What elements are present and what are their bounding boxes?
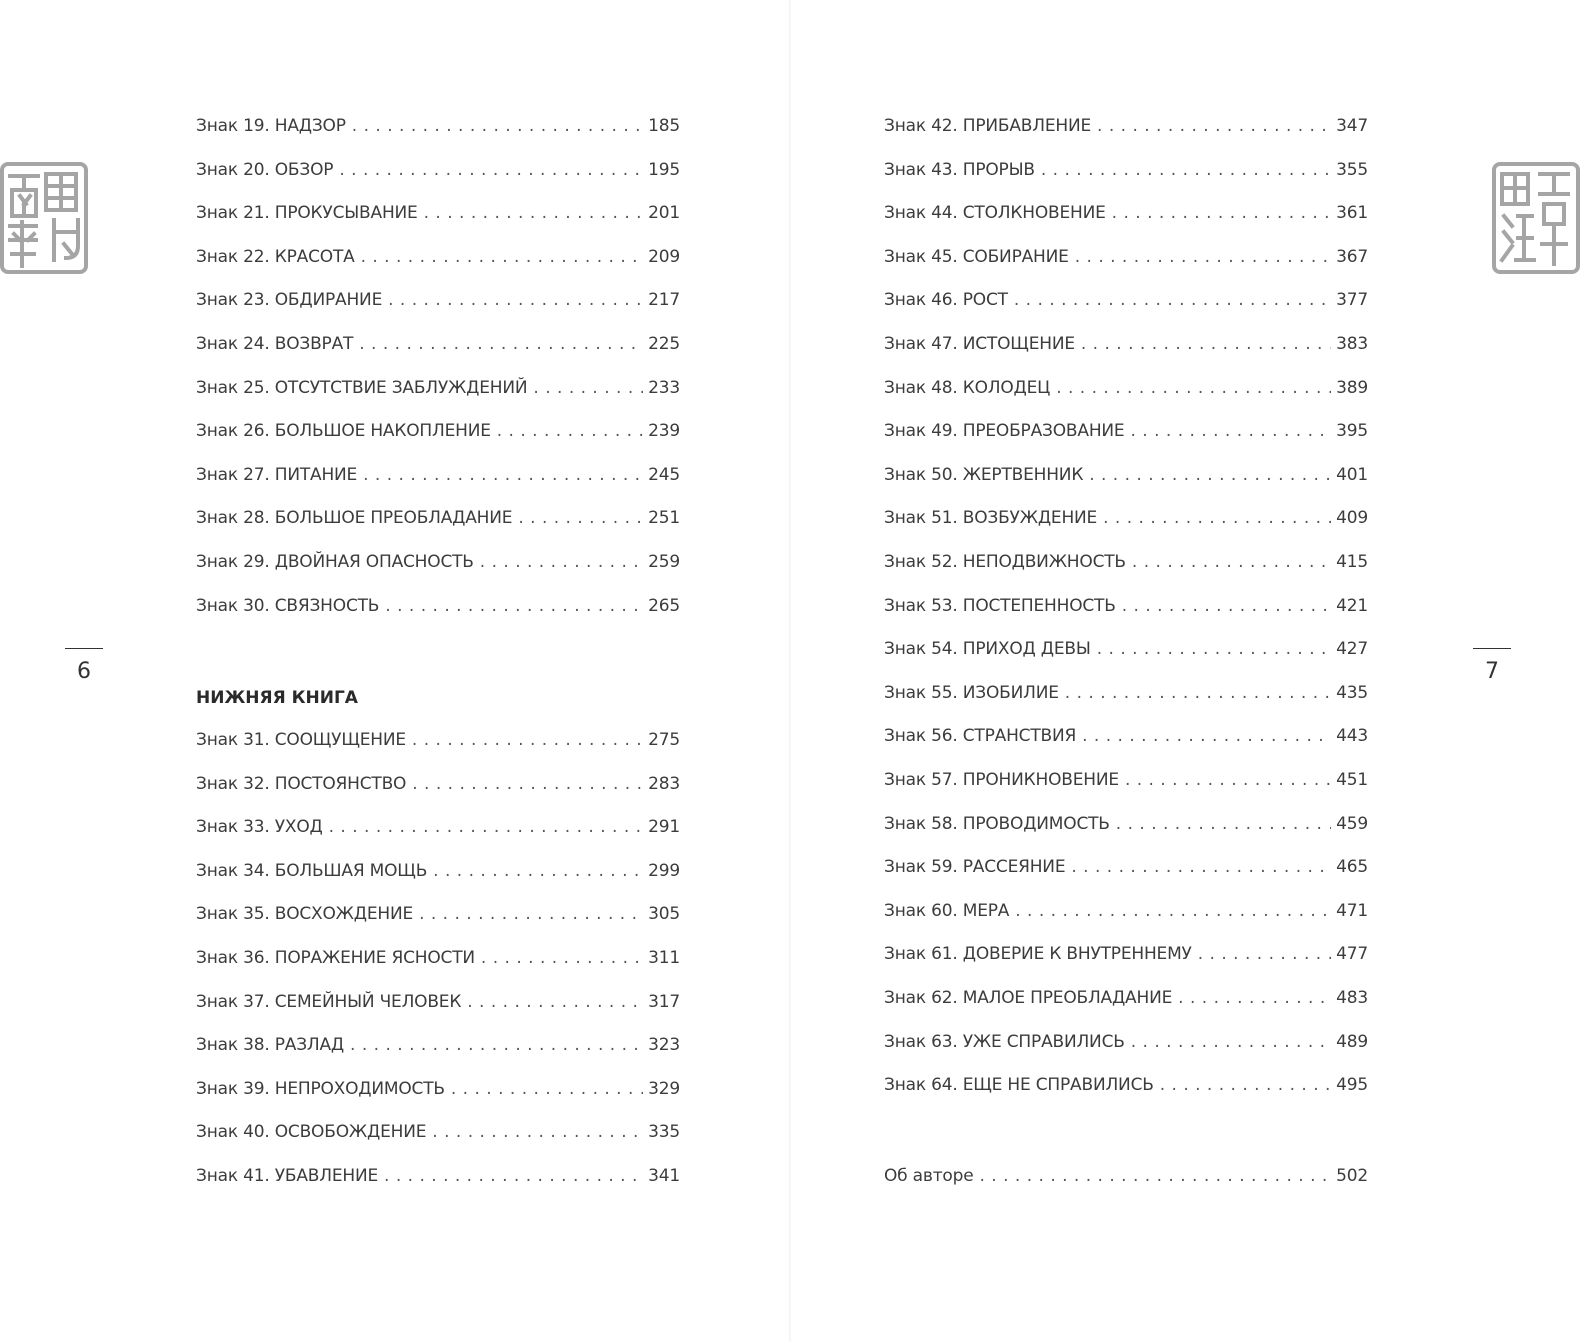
toc-entry-page-number: 201 [648,203,680,224]
toc-entry [196,948,680,974]
toc-entry-page-number: 317 [648,991,680,1012]
dot-leader [497,421,643,441]
toc-entry-title: Знак 44. СТОЛКНОВЕНИЕ [884,203,1106,224]
dot-leader [1097,639,1331,659]
dot-leader [359,334,643,354]
toc-entry-title: Знак 59. РАССЕЯНИЕ [884,857,1066,878]
toc-entry-page-number: 401 [1336,464,1368,485]
toc-entry [196,508,680,534]
toc-entry [884,508,1368,534]
toc-entry-title: Знак 57. ПРОНИКНОВЕНИЕ [884,770,1119,790]
toc-entry-title: Знак 30. СВЯЗНОСТЬ [196,595,380,616]
toc-entry-title: Знак 28. БОЛЬШОЕ ПРЕОБЛАДАНИЕ [196,508,513,529]
toc-entry-page-number: 383 [1336,334,1368,354]
dot-leader [1130,421,1331,441]
toc-entry-page-number: 217 [648,290,680,311]
toc-entry [884,116,1368,142]
toc-entry-page-number: 335 [648,1122,680,1143]
dot-leader [384,1166,643,1186]
dot-leader [385,596,643,616]
toc-entry [884,944,1368,970]
toc-entry [884,334,1368,360]
toc-entry [884,1075,1368,1101]
toc-entry [884,160,1368,186]
dot-leader [352,116,643,136]
toc-entry-title: Знак 37. СЕМЕЙНЫЙ ЧЕЛОВЕК [196,991,462,1012]
toc-entry-title: Знак 53. ПОСТЕПЕННОСТЬ [884,595,1116,616]
dot-leader [361,247,644,267]
seal-stamp-icon [1490,160,1582,276]
toc-entry-page-number: 367 [1336,246,1368,267]
toc-entry-page-number: 329 [648,1078,680,1099]
toc-entry [196,116,680,142]
toc-entry [884,1166,1368,1192]
toc-entry-title: Знак 51. ВОЗБУЖДЕНИЕ [884,508,1098,529]
dot-leader [1125,770,1331,790]
toc-entry [196,1122,680,1148]
section-heading: НИЖНЯЯ КНИГА [196,688,358,708]
toc-entry [196,378,680,404]
dot-leader [388,290,643,310]
toc-entry [196,1166,680,1192]
toc-entry-title: Знак 21. ПРОКУСЫВАНИЕ [196,203,418,224]
toc-entry-page-number: 389 [1336,377,1368,398]
dot-leader [1112,203,1332,223]
toc-entry-page-number: 299 [648,860,680,881]
toc-entry-page-number: 435 [1336,682,1368,703]
toc-entry-page-number: 361 [1336,203,1368,224]
toc-entry-page-number: 195 [648,159,680,180]
dot-leader [1056,378,1331,398]
toc-entry-title: Знак 31. СООЩУЩЕНИЕ [196,730,406,750]
toc-entry-title: Знак 58. ПРОВОДИМОСТЬ [884,813,1110,834]
toc-entry-page-number: 377 [1336,290,1368,311]
dot-leader [419,904,643,924]
toc-entry [196,203,680,229]
toc-entry-title: Знак 46. РОСТ [884,290,1008,311]
toc-entry [196,334,680,360]
dot-leader [432,1122,643,1142]
toc-entry [196,596,680,622]
toc-entry [196,247,680,273]
dot-leader [1103,508,1331,528]
toc-entry [884,203,1368,229]
toc-entry-page-number: 283 [648,773,680,794]
toc-entry-page-number: 502 [1336,1166,1368,1186]
dot-leader [1014,290,1331,310]
toc-entry-title: Знак 26. БОЛЬШОЕ НАКОПЛЕНИЕ [196,421,491,442]
toc-entry [884,639,1368,665]
dot-leader [1081,334,1331,354]
toc-entry [196,904,680,930]
toc-entry-title: Знак 60. МЕРА [884,900,1010,921]
dot-leader [339,160,643,180]
toc-entry-title: Знак 35. ВОСХОЖДЕНИЕ [196,904,414,925]
toc-entry-page-number: 459 [1336,813,1368,834]
toc-entry [196,290,680,316]
toc-entry [196,160,680,186]
dot-leader [1075,247,1331,267]
toc-entry [884,290,1368,316]
toc-entry-page-number: 355 [1336,159,1368,180]
toc-entry-title: Знак 56. СТРАНСТВИЯ [884,726,1077,747]
toc-entry-page-number: 311 [648,948,680,968]
toc-entry-title: Знак 45. СОБИРАНИЕ [884,246,1069,267]
toc-entry-title: Знак 48. КОЛОДЕЦ [884,377,1051,398]
page-number: 6 [65,648,103,684]
toc-entry [196,421,680,447]
toc-entry [884,901,1368,927]
toc-entry [196,1079,680,1105]
toc-entry [884,683,1368,709]
dot-leader [1122,596,1331,616]
toc-entry [884,378,1368,404]
dot-leader [1132,552,1331,572]
toc-entry [884,770,1368,796]
toc-entry-title: Знак 36. ПОРАЖЕНИЕ ЯСНОСТИ [196,948,475,968]
dot-leader [412,730,643,750]
toc-entry [884,814,1368,840]
toc-entry [884,247,1368,273]
toc-entry-page-number: 291 [648,817,680,838]
toc-entry-page-number: 323 [648,1035,680,1056]
toc-entry [196,552,680,578]
dot-leader [329,817,644,837]
toc-entry-page-number: 225 [648,334,680,354]
toc-entry-page-number: 347 [1336,116,1368,136]
toc-entry [884,857,1368,883]
toc-entry-title: Знак 39. НЕПРОХОДИМОСТЬ [196,1078,445,1099]
toc-entry-page-number: 251 [648,508,680,529]
dot-leader [350,1035,643,1055]
dot-leader [424,203,644,223]
seal-stamp-icon [0,160,90,276]
toc-entry-page-number: 415 [1336,552,1368,572]
toc-entry-title: Знак 22. КРАСОТА [196,246,355,267]
dot-leader [1178,988,1331,1008]
toc-entry-page-number: 465 [1336,857,1368,878]
toc-entry-page-number: 239 [648,421,680,442]
toc-entry-title: Знак 41. УБАВЛЕНИЕ [196,1166,379,1186]
dot-leader [1089,465,1331,485]
toc-entry [196,730,680,756]
toc-entry-page-number: 305 [648,904,680,925]
toc-entry-page-number: 245 [648,464,680,485]
dot-leader [1131,1032,1331,1052]
toc-entry-title: Знак 63. УЖЕ СПРАВИЛИСЬ [884,1031,1125,1052]
toc-entry-title: Знак 49. ПРЕОБРАЗОВАНИЕ [884,421,1125,442]
toc-entry-title: Знак 61. ДОВЕРИЕ К ВНУТРЕННЕМУ [884,944,1192,965]
toc-entry [884,596,1368,622]
toc-entry [196,1035,680,1061]
toc-entry-page-number: 421 [1336,595,1368,616]
toc-entry-page-number: 259 [648,552,680,572]
toc-entry-title: Знак 32. ПОСТОЯНСТВО [196,773,407,794]
toc-entry [196,861,680,887]
dot-leader [533,378,643,398]
toc-entry-title: Знак 24. ВОЗВРАТ [196,334,354,354]
dot-leader [433,861,643,881]
toc-entry [884,421,1368,447]
toc-entry-page-number: 209 [648,246,680,267]
toc-entry [196,817,680,843]
dot-leader [1065,683,1331,703]
toc-entry [884,465,1368,491]
toc-entry-page-number: 483 [1336,988,1368,1008]
toc-entry-title: Знак 55. ИЗОБИЛИЕ [884,682,1059,703]
left-page [0,0,790,1342]
dot-leader [1071,857,1331,877]
toc-entry-page-number: 275 [648,730,680,750]
toc-entry [884,1032,1368,1058]
dot-leader [1082,726,1331,746]
dot-leader [480,552,643,572]
toc-entry-page-number: 233 [648,377,680,398]
dot-leader [467,992,643,1012]
toc-entry-page-number: 185 [648,116,680,136]
dot-leader [1041,160,1331,180]
dot-leader [1160,1075,1331,1095]
toc-entry-title: Знак 20. ОБЗОР [196,159,334,180]
toc-entry-title: Знак 42. ПРИБАВЛЕНИЕ [884,116,1092,136]
toc-entry-page-number: 265 [648,595,680,616]
toc-entry [196,465,680,491]
toc-entry-page-number: 427 [1336,639,1368,660]
toc-entry-page-number: 443 [1336,726,1368,747]
toc-entry [884,552,1368,578]
dot-leader [1198,944,1331,964]
dot-leader [1015,901,1331,921]
toc-entry-title: Знак 64. ЕЩЕ НЕ СПРАВИЛИСЬ [884,1075,1154,1096]
toc-entry-title: Знак 62. МАЛОЕ ПРЕОБЛАДАНИЕ [884,988,1173,1008]
dot-leader [979,1166,1331,1186]
toc-entry-page-number: 495 [1336,1075,1368,1096]
dot-leader [412,774,643,794]
toc-entry-title: Знак 54. ПРИХОД ДЕВЫ [884,639,1091,660]
toc-entry-title: Знак 23. ОБДИРАНИЕ [196,290,383,311]
dot-leader [363,465,643,485]
toc-entry-title: Знак 25. ОТСУТСТВИЕ ЗАБЛУЖДЕНИЙ [196,377,528,398]
toc-entry-title: Знак 38. РАЗЛАД [196,1035,345,1056]
toc-entry-page-number: 409 [1336,508,1368,529]
toc-entry [884,726,1368,752]
toc-entry-title: Об авторе [884,1166,974,1186]
toc-entry-page-number: 341 [648,1166,680,1186]
toc-entry [884,988,1368,1014]
dot-leader [481,948,643,968]
toc-entry-page-number: 451 [1336,770,1368,790]
dot-leader [1097,116,1331,136]
toc-entry-title: Знак 29. ДВОЙНАЯ ОПАСНОСТЬ [196,552,474,572]
toc-entry [196,774,680,800]
dot-leader [451,1079,643,1099]
toc-entry-page-number: 395 [1336,421,1368,442]
toc-entry-title: Знак 40. ОСВОБОЖДЕНИЕ [196,1122,427,1143]
toc-entry-title: Знак 19. НАДЗОР [196,116,346,136]
page-number: 7 [1473,648,1511,684]
toc-entry-title: Знак 50. ЖЕРТВЕННИК [884,464,1084,485]
toc-entry-title: Знак 34. БОЛЬШАЯ МОЩЬ [196,860,428,881]
toc-entry-page-number: 489 [1336,1031,1368,1052]
dot-leader [518,508,643,528]
toc-entry-title: Знак 43. ПРОРЫВ [884,159,1035,180]
toc-entry [196,992,680,1018]
toc-entry-title: Знак 47. ИСТОЩЕНИЕ [884,334,1075,354]
toc-entry-title: Знак 52. НЕПОДВИЖНОСТЬ [884,552,1126,572]
toc-entry-page-number: 471 [1336,900,1368,921]
toc-entry-page-number: 477 [1336,944,1368,965]
right-page [790,0,1585,1342]
toc-entry-title: Знак 33. УХОД [196,817,323,838]
dot-leader [1116,814,1331,834]
toc-entry-title: Знак 27. ПИТАНИЕ [196,464,358,485]
